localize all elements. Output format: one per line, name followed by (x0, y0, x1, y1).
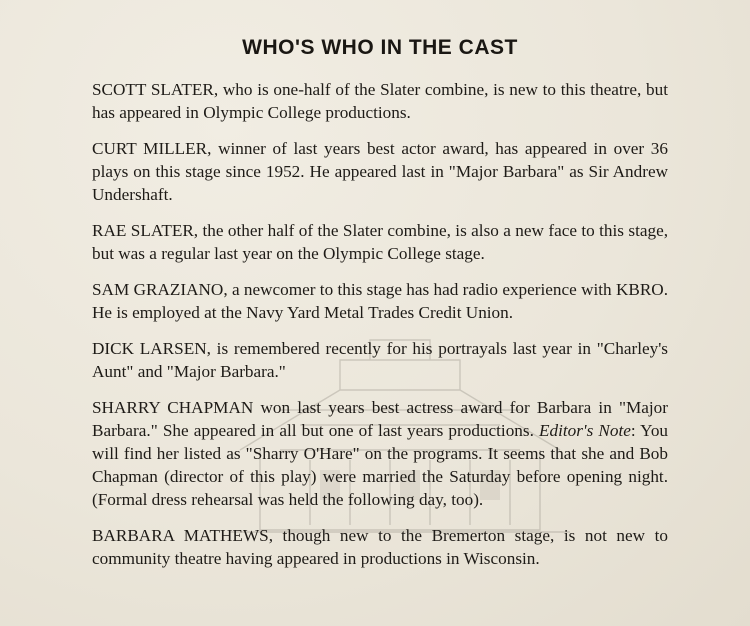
article-title: WHO'S WHO IN THE CAST (242, 36, 518, 59)
entry-text: RAE SLATER, the other half of the Slater combine, is also a new face to this stage, but was a regular last year on the Olympic College stage. (92, 221, 668, 263)
cast-entry-rae-slater (92, 219, 668, 265)
cast-entry-dick-larsen (92, 337, 668, 383)
cast-entry-sharry-chapman (92, 396, 668, 511)
cast-article (92, 30, 668, 583)
cast-entry-scott-slater (92, 78, 668, 124)
entry-text: CURT MILLER, winner of last years best actor award, has appeared in over 36 plays on this stage since 1952. He appeared last in "Major Barbara" as Sir Andrew Undershaft. (92, 139, 668, 204)
entry-text: BARBARA MATHEWS, though new to the Bremerton stage, is not new to community theatre having appeared in productions in Wisconsin. (92, 526, 668, 568)
entry-text: SAM GRAZIANO, a newcomer to this stage has had radio experience with KBRO. He is employed at the Navy Yard Metal Trades Credit Union. (92, 280, 668, 322)
entry-text: DICK LARSEN, is remembered recently for his portrayals last year in "Charley's Aunt" and "Major Barbara." (92, 339, 668, 381)
editors-note-label: Editor's Note (539, 421, 631, 440)
entry-text: SHARRY CHAPMAN won last years best actress award for Barbara in "Major Barbara." She appeared in all but one of last years productions. (92, 398, 668, 440)
cast-entry-barbara-mathews (92, 524, 668, 570)
editors-note-text: : You will find her listed as "Sharry O'Hare" on the programs. It seems that she and Bob Chapman (director of this play) were married the Saturday before opening night. (Formal dress rehearsal was held the following day, too). (92, 421, 669, 509)
cast-entry-sam-graziano (92, 278, 668, 324)
entry-text: SCOTT SLATER, who is one-half of the Slater combine, is new to this theatre, but has appeared in Olympic College productions. (92, 80, 668, 122)
cast-entry-curt-miller (92, 137, 668, 206)
